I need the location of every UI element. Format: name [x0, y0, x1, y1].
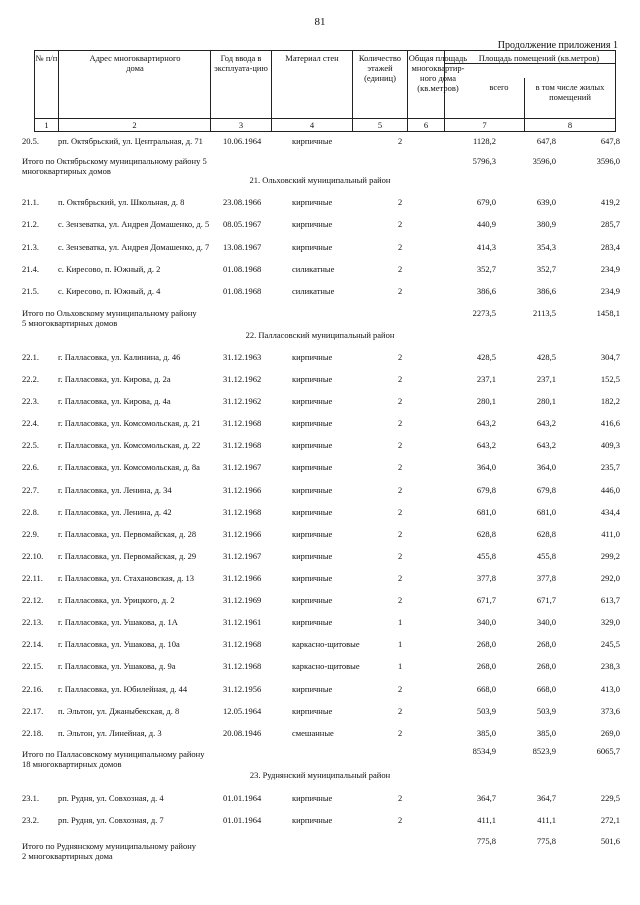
- row-floors: 1: [398, 617, 403, 627]
- subtotal-total-area: 8534,9: [472, 746, 496, 756]
- row-material: каркасно-щитовые: [292, 639, 360, 649]
- row-premises-living: 419,2: [600, 197, 620, 207]
- row-year: 31.12.1962: [223, 374, 262, 384]
- row-floors: 2: [398, 793, 403, 803]
- row-premises-living: 182,2: [600, 396, 620, 406]
- row-premises-all: 639,0: [536, 197, 556, 207]
- row-premises-living: 413,0: [600, 684, 620, 694]
- row-premises-all: 503,9: [536, 706, 556, 716]
- page-number: 81: [314, 16, 326, 28]
- row-material: кирпичные: [292, 706, 333, 716]
- subtotal-label: [22, 841, 196, 861]
- row-premises-living: 234,9: [600, 286, 620, 296]
- header-premises-area: Площадь помещений (кв.метров): [478, 53, 600, 63]
- row-address: г. Палласовка, ул. Комсомольская, д. 8а: [58, 462, 200, 472]
- subtotal-line: Итого по Палласовскому муниципальному району: [22, 749, 205, 759]
- row-address: с. Киресово, п. Южный, д. 4: [58, 286, 161, 296]
- subtotal-total-area: 775,8: [476, 836, 496, 846]
- row-premises-living: 283,4: [600, 242, 620, 252]
- column-number: 2: [132, 120, 137, 130]
- row-premises-living: 411,0: [601, 529, 620, 539]
- row-year: 08.05.1967: [223, 219, 262, 229]
- row-number: 21.4.: [22, 264, 39, 274]
- row-number: 22.17.: [22, 706, 44, 716]
- subtotal-total-area: 5796,3: [472, 156, 496, 166]
- row-year: 31.12.1968: [223, 418, 262, 428]
- subtotal-label: [22, 156, 207, 176]
- row-material: кирпичные: [292, 507, 333, 517]
- row-year: 01.08.1968: [223, 286, 262, 296]
- row-premises-all: 385,0: [536, 728, 556, 738]
- row-address: с. Зензеватка, ул. Андрея Домашенко, д. 5: [58, 219, 210, 229]
- row-number: 22.10.: [22, 551, 44, 561]
- column-number: 3: [238, 120, 244, 130]
- header-material: Материал стен: [285, 53, 339, 63]
- row-number: 22.13.: [22, 617, 44, 627]
- row-premises-all: 647,8: [536, 136, 556, 146]
- row-premises-all: 668,0: [536, 684, 556, 694]
- row-floors: 1: [398, 639, 403, 649]
- row-total-area: 455,8: [476, 551, 496, 561]
- row-material: кирпичные: [292, 617, 333, 627]
- row-premises-all: 340,0: [536, 617, 556, 627]
- subtotal-line: Итого по Руднянскому муниципальному району: [22, 841, 197, 851]
- row-floors: 2: [398, 573, 403, 583]
- row-year: 12.05.1964: [223, 706, 262, 716]
- row-premises-living: 245,5: [600, 639, 620, 649]
- row-address: г. Палласовка, ул. Ленина, д. 34: [58, 485, 172, 495]
- row-premises-all: 411,1: [537, 815, 556, 825]
- row-material: кирпичные: [292, 440, 333, 450]
- row-premises-all: 643,2: [536, 418, 556, 428]
- row-address: г. Палласовка, ул. Кирова, д. 2а: [58, 374, 171, 384]
- row-premises-all: 364,0: [536, 462, 556, 472]
- row-premises-all: 268,0: [536, 661, 556, 671]
- row-material: смешанные: [292, 728, 334, 738]
- subtotal-premises-living: 3596,0: [596, 156, 620, 166]
- row-premises-all: 643,2: [536, 440, 556, 450]
- row-number: 22.1.: [22, 352, 39, 362]
- row-total-area: 681,0: [476, 507, 496, 517]
- row-address: рп. Рудня, ул. Совхозная, д. 7: [58, 815, 164, 825]
- row-address: г. Палласовка, ул. Стахановская, д. 13: [58, 573, 195, 583]
- subtotal-line: Итого по Ольховскому муниципальному району: [22, 308, 197, 318]
- header-address: Адрес многоквартирного дома: [89, 53, 181, 73]
- row-number: 22.18.: [22, 728, 44, 738]
- row-address: г. Палласовка, ул. Первомайская, д. 29: [58, 551, 197, 561]
- row-number: 22.9.: [22, 529, 39, 539]
- subtotal-line: 18 многоквартирных домов: [22, 759, 122, 769]
- row-material: кирпичные: [292, 418, 333, 428]
- continuation-label: Продолжение приложения 1: [497, 40, 618, 51]
- row-number: 22.4.: [22, 418, 39, 428]
- subtotal-label: [22, 308, 197, 328]
- row-premises-all: 628,8: [536, 529, 556, 539]
- row-year: 31.12.1961: [223, 617, 262, 627]
- row-premises-living: 272,1: [600, 815, 620, 825]
- row-floors: 2: [398, 374, 403, 384]
- row-premises-living: 234,9: [600, 264, 620, 274]
- row-address: г. Палласовка, ул. Ленина, д. 42: [58, 507, 172, 517]
- row-total-area: 643,2: [476, 418, 496, 428]
- row-total-area: 668,0: [476, 684, 496, 694]
- row-floors: 2: [398, 462, 403, 472]
- row-floors: 2: [398, 197, 403, 207]
- row-material: кирпичные: [292, 242, 333, 252]
- row-premises-all: 354,3: [536, 242, 556, 252]
- row-number: 20.5.: [22, 136, 39, 146]
- row-total-area: 377,8: [476, 573, 496, 583]
- header-all: всего: [489, 82, 509, 92]
- subtotal-premises-all: 8523,9: [532, 746, 556, 756]
- row-address: п. Эльтон, ул. Джаныбекская, д. 8: [58, 706, 180, 716]
- row-number: 22.12.: [22, 595, 44, 605]
- row-material: силикатные: [292, 286, 335, 296]
- row-number: 22.3.: [22, 396, 39, 406]
- row-address: г. Палласовка, ул. Ушакова, д. 10а: [58, 639, 180, 649]
- row-total-area: 237,1: [476, 374, 496, 384]
- row-year: 31.12.1956: [223, 684, 262, 694]
- row-year: 31.12.1969: [223, 595, 262, 605]
- row-premises-living: 152,5: [600, 374, 620, 384]
- row-year: 31.12.1968: [223, 639, 262, 649]
- row-total-area: 411,1: [477, 815, 496, 825]
- row-premises-living: 613,7: [600, 595, 620, 605]
- row-premises-living: 304,7: [600, 352, 620, 362]
- row-premises-living: 446,0: [600, 485, 620, 495]
- row-address: рп. Рудня, ул. Совхозная, д. 4: [58, 793, 164, 803]
- row-number: 22.2.: [22, 374, 39, 384]
- row-number: 22.8.: [22, 507, 39, 517]
- row-total-area: 385,0: [476, 728, 496, 738]
- header-total-area: Общая площадь многоквартир-ного дома (кв.метров): [408, 53, 468, 93]
- row-material: кирпичные: [292, 595, 333, 605]
- section-heading: 22. Палласовский муниципальный район: [245, 330, 395, 340]
- row-address: с. Киресово, п. Южный, д. 2: [58, 264, 161, 274]
- row-number: 21.2.: [22, 219, 39, 229]
- row-premises-living: 292,0: [600, 573, 620, 583]
- row-floors: 2: [398, 219, 403, 229]
- section-heading: 23. Руднянский муниципальный район: [249, 770, 391, 780]
- row-total-area: 280,1: [476, 396, 496, 406]
- column-number: 4: [309, 120, 315, 130]
- row-material: кирпичные: [292, 815, 333, 825]
- row-year: 31.12.1968: [223, 661, 262, 671]
- row-address: п. Эльтон, ул. Линейная, д. 3: [58, 728, 162, 738]
- row-address: г. Палласовка, ул. Урицкого, д. 2: [58, 595, 175, 605]
- row-premises-living: 647,8: [600, 136, 620, 146]
- row-material: кирпичные: [292, 136, 333, 146]
- row-premises-living: 329,0: [600, 617, 620, 627]
- row-number: 22.11.: [22, 573, 43, 583]
- row-year: 31.12.1966: [223, 573, 262, 583]
- row-floors: 2: [398, 706, 403, 716]
- row-total-area: 268,0: [476, 661, 496, 671]
- row-address: г. Палласовка, ул. Калинина, д. 46: [58, 352, 181, 362]
- row-floors: 1: [398, 661, 403, 671]
- row-floors: 2: [398, 684, 403, 694]
- subtotal-label: [22, 749, 204, 769]
- row-address: г. Палласовка, ул. Комсомольская, д. 22: [58, 440, 201, 450]
- row-address: п. Октябрьский, ул. Школьная, д. 8: [58, 197, 185, 207]
- row-year: 31.12.1968: [223, 507, 262, 517]
- row-number: 22.14.: [22, 639, 44, 649]
- row-premises-all: 386,6: [536, 286, 556, 296]
- header-no: № п/п: [35, 53, 58, 63]
- column-number: 5: [377, 120, 383, 130]
- row-material: кирпичные: [292, 573, 333, 583]
- subtotal-premises-all: 3596,0: [532, 156, 556, 166]
- row-number: 21.3.: [22, 242, 39, 252]
- row-premises-all: 352,7: [536, 264, 556, 274]
- subtotal-line: многоквартирных домов: [22, 166, 111, 176]
- row-material: кирпичные: [292, 219, 333, 229]
- row-year: 20.08.1946: [223, 728, 262, 738]
- row-total-area: 268,0: [476, 639, 496, 649]
- subtotal-line: 2 многоквартирных дома: [22, 851, 113, 861]
- row-floors: 2: [398, 529, 403, 539]
- row-floors: 2: [398, 418, 403, 428]
- row-total-area: 364,7: [476, 793, 496, 803]
- row-total-area: 503,9: [476, 706, 496, 716]
- row-material: кирпичные: [292, 684, 333, 694]
- row-address: г. Палласовка, ул. Юбилейная, д. 44: [58, 684, 188, 694]
- row-premises-all: 428,5: [536, 352, 556, 362]
- row-address: г. Палласовка, ул. Комсомольская, д. 21: [58, 418, 201, 428]
- row-floors: 2: [398, 595, 403, 605]
- header-floors: Количество этажей (единиц): [358, 53, 402, 83]
- row-premises-living: 299,2: [600, 551, 620, 561]
- row-number: 22.15.: [22, 661, 44, 671]
- row-floors: 2: [398, 352, 403, 362]
- row-premises-all: 681,0: [536, 507, 556, 517]
- row-material: кирпичные: [292, 374, 333, 384]
- row-premises-living: 373,6: [600, 706, 620, 716]
- row-address: г. Палласовка, ул. Кирова, д. 4а: [58, 396, 171, 406]
- row-year: 31.12.1962: [223, 396, 262, 406]
- row-premises-all: 380,9: [536, 219, 556, 229]
- row-address: с. Зензеватка, ул. Андрея Домашенко, д. 7: [58, 242, 210, 252]
- section-heading: 21. Ольховский муниципальный район: [249, 175, 391, 185]
- row-floors: 2: [398, 551, 403, 561]
- row-year: 01.08.1968: [223, 264, 262, 274]
- row-floors: 2: [398, 136, 403, 146]
- subtotal-line: Итого по Октябрьскому муниципальному району 5: [22, 156, 207, 166]
- row-number: 22.16.: [22, 684, 44, 694]
- column-number: 8: [567, 120, 573, 130]
- row-address: г. Палласовка, ул. Ушакова, д. 9а: [58, 661, 176, 671]
- row-premises-all: 364,7: [536, 793, 556, 803]
- row-premises-all: 671,7: [536, 595, 556, 605]
- row-material: кирпичные: [292, 197, 333, 207]
- row-floors: 2: [398, 396, 403, 406]
- row-material: кирпичные: [292, 551, 333, 561]
- row-floors: 2: [398, 815, 403, 825]
- row-premises-living: 416,6: [600, 418, 620, 428]
- row-total-area: 679,8: [476, 485, 496, 495]
- row-premises-all: 679,8: [536, 485, 556, 495]
- subtotal-premises-all: 775,8: [536, 836, 556, 846]
- header-living: в том числе жилых помещений: [535, 82, 605, 102]
- row-material: кирпичные: [292, 485, 333, 495]
- row-material: кирпичные: [292, 529, 333, 539]
- row-address: г. Палласовка, ул. Первомайская, д. 28: [58, 529, 197, 539]
- row-floors: 2: [398, 242, 403, 252]
- header-year: Год ввода в эксплуата-цию: [214, 53, 268, 73]
- row-number: 21.5.: [22, 286, 39, 296]
- row-premises-living: 235,7: [600, 462, 620, 472]
- row-year: 31.12.1967: [223, 551, 262, 561]
- row-number: 22.6.: [22, 462, 39, 472]
- row-premises-living: 434,4: [600, 507, 620, 517]
- row-total-area: 428,5: [476, 352, 496, 362]
- row-premises-all: 268,0: [536, 639, 556, 649]
- row-premises-all: 280,1: [536, 396, 556, 406]
- row-floors: 2: [398, 440, 403, 450]
- column-number: 7: [482, 120, 487, 130]
- row-number: 22.7.: [22, 485, 39, 495]
- row-material: силикатные: [292, 264, 335, 274]
- row-number: 23.1.: [22, 793, 39, 803]
- subtotal-premises-all: 2113,5: [532, 308, 556, 318]
- row-number: 21.1.: [22, 197, 39, 207]
- row-total-area: 386,6: [476, 286, 496, 296]
- row-year: 01.01.1964: [223, 815, 262, 825]
- row-total-area: 671,7: [476, 595, 496, 605]
- row-year: 31.12.1966: [223, 529, 262, 539]
- row-material: каркасно-щитовые: [292, 661, 360, 671]
- row-year: 31.12.1963: [223, 352, 262, 362]
- row-premises-all: 237,1: [536, 374, 556, 384]
- row-total-area: 414,3: [476, 242, 496, 252]
- row-total-area: 352,7: [476, 264, 496, 274]
- row-number: 22.5.: [22, 440, 39, 450]
- row-total-area: 340,0: [476, 617, 496, 627]
- subtotal-total-area: 2273,5: [472, 308, 496, 318]
- row-year: 10.06.1964: [223, 136, 262, 146]
- row-address: г. Палласовка, ул. Ушакова, д. 1А: [58, 617, 178, 627]
- row-floors: 2: [398, 728, 403, 738]
- row-total-area: 628,8: [476, 529, 496, 539]
- row-total-area: 643,2: [476, 440, 496, 450]
- row-total-area: 364,0: [476, 462, 496, 472]
- subtotal-premises-living: 6065,7: [596, 746, 620, 756]
- row-floors: 2: [398, 264, 403, 274]
- row-total-area: 1128,2: [472, 136, 496, 146]
- row-material: кирпичные: [292, 793, 333, 803]
- row-premises-all: 455,8: [536, 551, 556, 561]
- row-floors: 2: [398, 286, 403, 296]
- row-premises-living: 409,3: [600, 440, 620, 450]
- subtotal-line: 5 многоквартирных домов: [22, 318, 118, 328]
- row-number: 23.2.: [22, 815, 39, 825]
- row-floors: 2: [398, 485, 403, 495]
- row-premises-living: 238,3: [600, 661, 620, 671]
- row-year: 31.12.1966: [223, 485, 262, 495]
- row-premises-living: 285,7: [600, 219, 620, 229]
- row-year: 31.12.1967: [223, 462, 262, 472]
- subtotal-premises-living: 1458,1: [596, 308, 620, 318]
- row-material: кирпичные: [292, 396, 333, 406]
- subtotal-premises-living: 501,6: [600, 836, 620, 846]
- row-year: 01.01.1964: [223, 793, 262, 803]
- column-number: 1: [44, 120, 49, 130]
- row-premises-living: 229,5: [600, 793, 620, 803]
- row-premises-all: 377,8: [536, 573, 556, 583]
- row-year: 31.12.1968: [223, 440, 262, 450]
- column-number: 6: [423, 120, 429, 130]
- row-premises-living: 269,0: [600, 728, 620, 738]
- row-year: 13.08.1967: [223, 242, 262, 252]
- row-floors: 2: [398, 507, 403, 517]
- row-year: 23.08.1966: [223, 197, 262, 207]
- row-total-area: 679,0: [476, 197, 496, 207]
- row-total-area: 440,9: [476, 219, 496, 229]
- row-material: кирпичные: [292, 352, 333, 362]
- row-address: рп. Октябрьский, ул. Центральная, д. 71: [58, 136, 203, 146]
- row-material: кирпичные: [292, 462, 333, 472]
